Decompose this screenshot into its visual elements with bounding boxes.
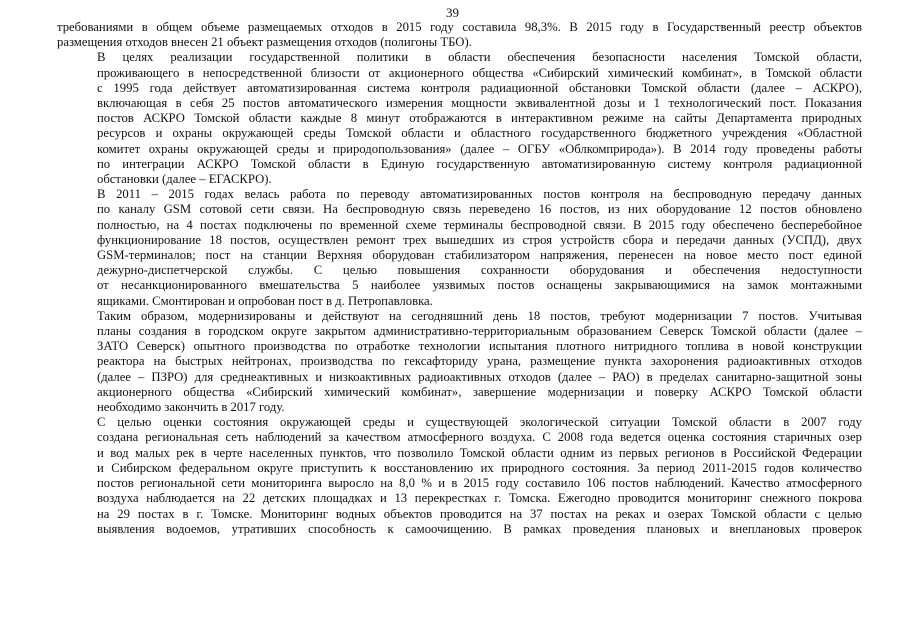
text-line: выявления водоемов, утративших способность к самоочищению. В рамках проведения плановых и внеплановых проверок [97,521,862,536]
paragraph [57,50,862,187]
text-line: включающая в себя 25 постов автоматического измерения мощности эквивалентной дозы и 1 технологический пост. Показания [97,96,862,111]
text-line: В целях реализации государственной политики в области обеспечения безопасности населения Томской области, [97,50,862,65]
paragraph [57,187,862,309]
text-line: планы создания в городском округе закрытом административно-территориальным образованием Северск Томской области (далее – [97,324,862,339]
paragraph [57,309,862,415]
text-line: (далее – ПЗРО) для среднеактивных и низкоактивных радиоактивных отходов (далее – РАО) в пределах санитарно-защитной зоны [97,369,862,384]
text-line: требованиями в общем объеме размещаемых отходов в 2015 году составила 98,3%. В 2015 году в Государственный реестр объектов [57,20,862,34]
text-line: Таким образом, модернизированы и действуют на сегодняшний день 18 постов, требуют модернизации 7 постов. Учитывая [97,308,862,323]
text-line: и Сибирском федеральном округе приступить к восстановлению их природного состояния. За период 2011-2015 годов количество [97,460,862,475]
text-line: полностью, на 4 постах подключены по временной схеме терминалы беспроводной связи. В 2015 году обеспечено бесперебойное [97,217,862,232]
page-number: 39 [446,5,459,20]
paragraph [57,20,862,50]
text-line: функционирование 18 постов, осуществлен ремонт трех вышедших из строя устройств сбора и передачи данных (УСПД), двух [97,232,862,247]
text-line: обстановки (далее – ЕГАСКРО). [97,172,272,187]
text-line: размещения отходов внесен 21 объект размещения отходов (полигоны ТБО). [57,35,472,50]
text-line: реактора на быстрых нейтронах, производства по гексафториду урана, размещение пункта захоронения радиоактивных отходов [97,354,862,369]
text-line: по интеграции АСКРО Томской области в Единую государственную автоматизированную систему контроля радиационной [97,156,862,171]
text-line: постов региональной сети мониторинга выросло на 8,0 % и в 2015 году составило 106 постов наблюдений. Качество атмосферного [97,476,862,491]
text-line: комитет охраны окружающей среды и природопользования» (далее – ОГБУ «Облкомприрода»). В 2014 году проведены работы [97,141,862,156]
text-line: В 2011 – 2015 годах велась работа по переводу автоматизированных постов контроля на беспроводную передачу данных [97,187,862,202]
text-line: дежурно-диспетчерской службы. С целью повышения сохранности оборудования и обеспечения недоступности [97,263,862,278]
text-line: воздуха наблюдается на 22 детских площадках и 13 перекрестках г. Томска. Ежегодно проводится мониторинг снежного покрова [97,491,862,506]
text-line: постов АСКРО Томской области каждые 8 минут отображаются в интерактивном режиме на сайты Департамента природных [97,111,862,126]
text-line: на 29 постах в г. Томске. Мониторинг водных объектов проводится на 37 постах на реках и озерах Томской области с целью [97,506,862,521]
document-body [57,20,862,537]
text-line: проживающего в непосредственной близости от акционерного общества «Сибирский химический комбинат», в Томской области [97,65,862,80]
text-line: от несанкционированного вмешательства 5 наиболее уязвимых постов оснащены закрывающимися на замок монтажными [97,278,862,293]
text-line: ресурсов и охраны окружающей среды Томской области и областного государственного бюджетного учреждения «Областной [97,126,862,141]
text-line: акционерного общества «Сибирский химический комбинат», завершение модернизации и поверку АСКРО Томской области [97,384,862,399]
text-line: и вод малых рек в черте населенных пунктов, что позволило Томской области одним из первых регионов в Российской Федерации [97,445,862,460]
text-line: ящиками. Смонтирован и опробован пост в д. Петропавловка. [97,293,433,308]
text-line: GSM-терминалов; пост на станции Верхняя оборудован стабилизатором напряжения, перенесен на новое место пост единой [97,248,862,263]
text-line: по каналу GSM сотовой сети связи. На беспроводную связь переведено 16 постов, из них оборудование 12 постов обновлено [97,202,862,217]
text-line: создана региональная сеть наблюдений за качеством атмосферного воздуха. С 2008 года ведется оценка состояния старичных озер [97,430,862,445]
text-line: с 1995 года действует автоматизированная система контроля радиационной обстановки Томской области (далее – АСКРО), [97,80,862,95]
text-line: С целью оценки состояния окружающей среды и существующей экологической ситуации Томской области в 2007 году [97,415,862,430]
text-line: необходимо закончить в 2017 году. [97,400,285,415]
text-line: ЗАТО Северск) опытного производства по отработке технологии испытания плотного нитридного топлива в новой конструкции [97,339,862,354]
paragraph [57,415,862,537]
